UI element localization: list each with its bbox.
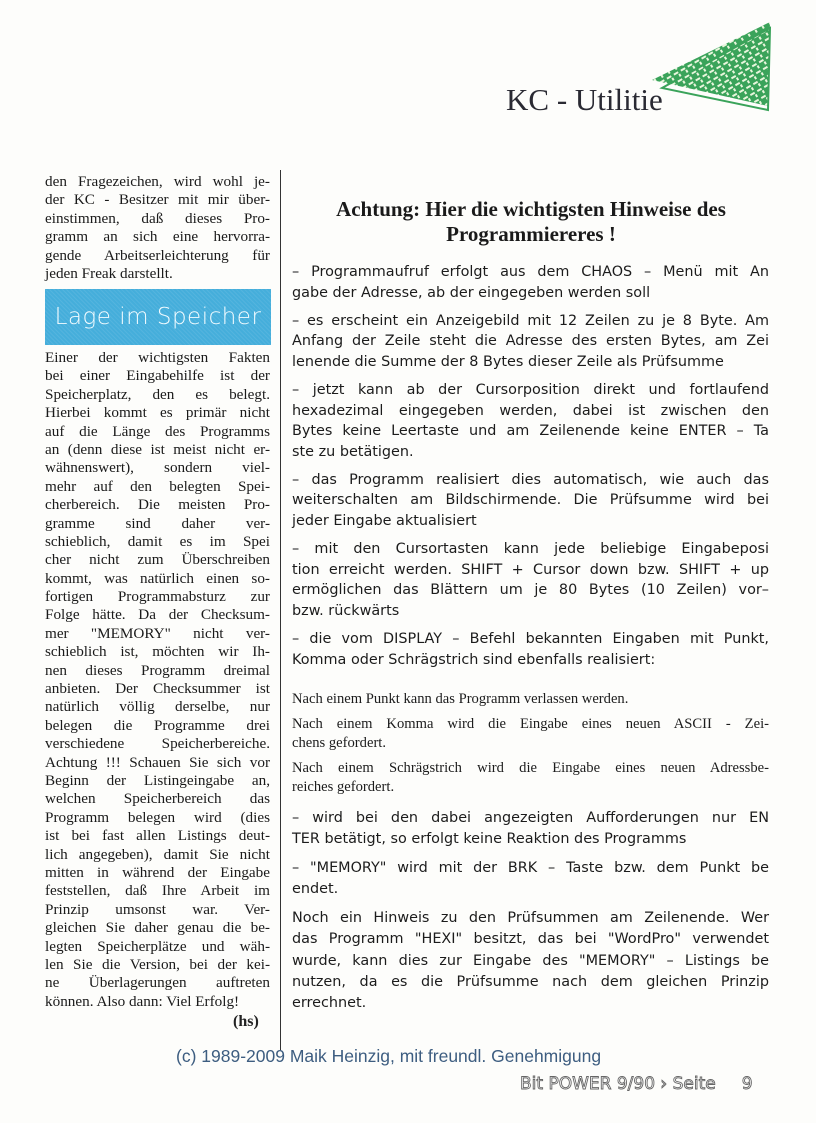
text-line: jeder Eingabe aktualisiert <box>292 513 477 530</box>
text-line: können. Also dann: Viel Erfolg! <box>45 992 240 1010</box>
text-line: welchen Speicherbereich das <box>45 790 270 808</box>
page-footer <box>520 1074 753 1094</box>
text-line: mer "MEMORY" nicht ver- <box>45 624 270 642</box>
paragraph <box>292 470 769 532</box>
paragraph <box>292 311 769 373</box>
text-line: Einer der wichtigsten Fakten <box>45 349 270 366</box>
column-divider <box>280 170 281 1050</box>
text-line: tion erreicht werden. SHIFT + Cursor down bzw. SHIFT + up <box>292 561 769 578</box>
text-line: hexadezimal eingegeben werden, dabei ist zwischen den <box>292 402 769 419</box>
text-line: – das Programm realisiert dies automatisch, wie auch das <box>292 471 769 488</box>
instructions-list <box>292 262 769 678</box>
publication-name: Bit POWER 9/90 › Seite <box>520 1074 716 1094</box>
text-line: – jetzt kann ab der Cursorposition direkt und fortlaufend <box>292 381 769 398</box>
text-line: gende Arbeitserleichterung für <box>45 246 270 264</box>
author-signature: (hs) <box>233 1013 259 1030</box>
subheading: Lage im Speicher <box>45 289 271 345</box>
text-line: belegen die Programme drei <box>45 716 270 734</box>
text-line: ste zu betätigen. <box>292 443 414 460</box>
text-line: lich angegeben), damit Sie nicht <box>45 845 270 863</box>
text-line: Nach einem Schrägstrich wird die Eingabe eines neuen Adressbe- <box>292 759 769 776</box>
copyright-notice: (c) 1989-2009 Maik Heinzig, mit freundl. Genehmigung <box>176 1046 602 1066</box>
text-line: Komma oder Schrägstrich sind ebenfalls realisiert: <box>292 651 656 668</box>
text-line: mehr auf den belegten Spei- <box>45 477 270 495</box>
text-line: len Sie die Version, bei der kei- <box>45 955 270 973</box>
text-line: legten Speicherplätze und wäh- <box>45 937 270 955</box>
paragraph <box>292 539 769 621</box>
text-line: reiches gefordert. <box>292 779 395 795</box>
paragraph <box>292 759 769 798</box>
paragraph <box>292 808 769 851</box>
text-line: Prinzip umsonst war. Ver- <box>45 900 270 918</box>
text-line: natürlich völlig derselbe, nur <box>45 698 270 716</box>
text-line: Speicherplatz, den es belegt. <box>45 385 270 403</box>
text-line: schieblich ist, möchten wir Ih- <box>45 643 270 661</box>
text-line: ne Überlagerungen auftreten <box>45 974 270 992</box>
text-line: Achtung !!! Schauen Sie sich vor <box>45 753 270 771</box>
text-line: fortigen Programmabsturz zur <box>45 588 270 606</box>
text-line: einstimmen, daß dieses Pro- <box>45 209 270 227</box>
text-line: cher nicht zum Überschreiben <box>45 551 270 569</box>
text-line: gabe der Adresse, ab der eingegeben werden soll <box>292 284 651 301</box>
article-heading <box>292 197 770 247</box>
text-line: wähnenswert), sondern viel- <box>45 459 270 477</box>
paragraph <box>292 262 769 303</box>
text-line: an (denn diese ist meist nicht er- <box>45 440 270 458</box>
text-line: chens gefordert. <box>292 735 387 751</box>
text-line: ist bei fast allen Listings deut- <box>45 827 270 845</box>
heading-line: Achtung: Hier die wichtigsten Hinweise des <box>336 197 726 221</box>
paragraph <box>292 858 769 901</box>
text-line: der KC - Besitzer mit mir über- <box>45 191 270 209</box>
text-line: gramme sind daher ver- <box>45 514 270 532</box>
text-line: Hierbei kommt es primär nicht <box>45 404 270 422</box>
text-line: – die vom DISPLAY – Befehl bekannten Eingaben mit Punkt, <box>292 631 769 647</box>
text-line: mitten in während der Eingabe <box>45 863 270 881</box>
text-line: auf die Länge des Programms <box>45 422 270 440</box>
text-line: Programm belegen wird (dies <box>45 808 270 826</box>
paragraph <box>292 908 769 1014</box>
text-line: – es erscheint ein Anzeigebild mit 12 Zeilen zu je 8 Byte. Am <box>292 312 769 329</box>
text-line: bei einer Eingabehilfe ist der <box>45 367 270 385</box>
text-line: bzw. rückwärts <box>292 602 400 619</box>
paragraph <box>292 715 769 754</box>
text-line: weiterschalten am Bildschirmende. Die Prüfsumme wird bei <box>292 492 769 509</box>
paragraph <box>292 629 769 670</box>
text-line: Bytes keine Leertaste und am Zeilenende keine ENTER – Ta <box>292 423 769 440</box>
text-line: Noch ein Hinweis zu den Prüfsummen am Zeilenende. Wer <box>292 910 769 927</box>
text-line: verschiedene Speicherbereiche. <box>45 735 270 753</box>
text-line: nutzen, da es die Prüfsumme nach dem gleichen Prinzip <box>292 974 769 991</box>
text-line: – Programmaufruf erfolgt aus dem CHAOS – Menü mit An <box>292 264 769 280</box>
section-title: KC - Utilitie <box>506 82 663 117</box>
text-line: Folge hätte. Da der Checksum- <box>45 606 270 624</box>
page-number: 9 <box>741 1074 753 1094</box>
text-line: Nach einem Punkt kann das Programm verlassen werden. <box>292 691 629 707</box>
display-notes <box>292 690 769 803</box>
text-line: feststellen, daß Ihre Arbeit im <box>45 882 270 900</box>
text-line: kommt, was natürlich einen so- <box>45 569 270 587</box>
text-line: errechnet. <box>292 995 367 1012</box>
text-line: nen dieses Programm dreimal <box>45 661 270 679</box>
heading-line: Programmiereres ! <box>446 222 616 246</box>
paragraph <box>292 690 769 710</box>
text-line: das Programm "HEXI" besitzt, das bei "WordPro" verwendet <box>292 931 769 948</box>
text-line: gleichen Sie daher genau die be- <box>45 919 270 937</box>
text-line: ermöglichen das Blättern um je 80 Bytes (10 Zeilen) vor– <box>292 582 769 599</box>
text-line: – wird bei den dabei angezeigten Aufforderungen nur EN <box>292 810 769 826</box>
left-body-text <box>45 349 270 1011</box>
text-line: – mit den Cursortasten kann jede beliebige Eingabeposi <box>292 541 769 558</box>
text-line: Anfang der Zeile steht die Adresse des ersten Bytes, am Zei <box>292 333 769 350</box>
text-line: endet. <box>292 881 339 898</box>
text-line: gramm an sich eine hervorra- <box>45 228 270 246</box>
instructions-list-2 <box>292 808 769 1022</box>
text-line: lenende die Summe der 8 Bytes dieser Zeile als Prüfsumme <box>292 353 724 370</box>
text-line: anbieten. Der Checksummer ist <box>45 680 270 698</box>
text-line: cherbereich. Die meisten Pro- <box>45 496 270 514</box>
text-line: schieblich, damit es im Spei <box>45 532 270 550</box>
paragraph <box>292 380 769 462</box>
text-line: jeden Freak darstellt. <box>45 264 173 282</box>
text-line: TER betätigt, so erfolgt keine Reaktion des Programms <box>292 831 687 848</box>
left-intro-text <box>45 173 270 283</box>
text-line: Nach einem Komma wird die Eingabe eines neuen ASCII - Zei- <box>292 715 769 732</box>
text-line: den Fragezeichen, wird wohl je- <box>45 173 270 190</box>
text-line: wurde, kann dies zur Eingabe des "MEMORY" – Listings be <box>292 952 769 969</box>
text-line: Beginn der Listingeingabe an, <box>45 771 270 789</box>
text-line: – "MEMORY" wird mit der BRK – Taste bzw. dem Punkt be <box>292 860 769 877</box>
